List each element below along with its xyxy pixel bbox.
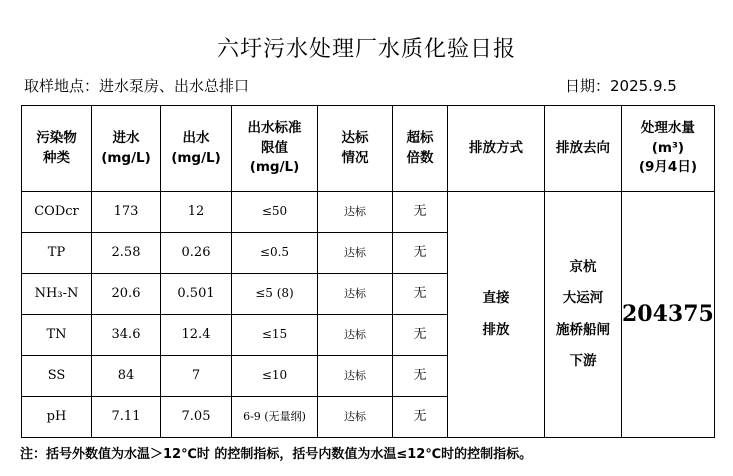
standard-limit: ≤50 xyxy=(232,192,318,233)
discharge-destination: 京杭 大运河 施桥船闸 下游 xyxy=(545,192,622,438)
header-standard: 出水标准 限值 (mg/L) xyxy=(232,106,318,192)
standard-limit: 6-9 (无量纲) xyxy=(232,397,318,438)
compliance-status: 达标 xyxy=(318,356,393,397)
inlet-value: 84 xyxy=(92,356,161,397)
table-row xyxy=(22,192,715,233)
inlet-value: 173 xyxy=(92,192,161,233)
pollutant-name: TN xyxy=(22,315,92,356)
report-title: 六圩污水处理厂水质化验日报 xyxy=(216,37,516,62)
standard-limit: ≤10 xyxy=(232,356,318,397)
pollutant-name: NH₃-N xyxy=(22,274,92,315)
header-compliance: 达标 情况 xyxy=(318,106,393,192)
compliance-status: 达标 xyxy=(318,233,393,274)
header-exceed: 超标 倍数 xyxy=(393,106,448,192)
compliance-status: 达标 xyxy=(318,397,393,438)
outlet-value: 12.4 xyxy=(161,315,232,356)
treated-flow: 204375 xyxy=(622,192,715,438)
header-outlet: 出水 (mg/L) xyxy=(161,106,232,192)
header-method: 排放方式 xyxy=(448,106,545,192)
footnote: 注：括号外数值为水温＞12℃时 的控制指标，括号内数值为水温≤12℃时的控制指标。 xyxy=(20,447,533,462)
outlet-value: 0.501 xyxy=(161,274,232,315)
standard-limit: ≤5 (8) xyxy=(232,274,318,315)
compliance-status: 达标 xyxy=(318,192,393,233)
standard-limit: ≤15 xyxy=(232,315,318,356)
pollutant-name: SS xyxy=(22,356,92,397)
pollutant-name: pH xyxy=(22,397,92,438)
header-row xyxy=(22,106,715,192)
exceed-multiple: 无 xyxy=(393,315,448,356)
header-pollutant: 污染物 种类 xyxy=(22,106,92,192)
discharge-method: 直接 排放 xyxy=(448,192,545,438)
header-flow: 处理水量 (m³) (9月4日) xyxy=(622,106,715,192)
inlet-value: 2.58 xyxy=(92,233,161,274)
pollutant-name: TP xyxy=(22,233,92,274)
header-destination: 排放去向 xyxy=(545,106,622,192)
outlet-value: 7.05 xyxy=(161,397,232,438)
outlet-value: 12 xyxy=(161,192,232,233)
exceed-multiple: 无 xyxy=(393,397,448,438)
report-date: 日期：2025.9.5 xyxy=(565,77,677,95)
exceed-multiple: 无 xyxy=(393,274,448,315)
compliance-status: 达标 xyxy=(318,274,393,315)
inlet-value: 34.6 xyxy=(92,315,161,356)
inlet-value: 7.11 xyxy=(92,397,161,438)
exceed-multiple: 无 xyxy=(393,233,448,274)
sampling-location: 取样地点：进水泵房、出水总排口 xyxy=(24,77,250,95)
pollutant-name: CODcr xyxy=(22,192,92,233)
exceed-multiple: 无 xyxy=(393,192,448,233)
header-inlet: 进水 (mg/L) xyxy=(92,106,161,192)
outlet-value: 7 xyxy=(161,356,232,397)
outlet-value: 0.26 xyxy=(161,233,232,274)
compliance-status: 达标 xyxy=(318,315,393,356)
standard-limit: ≤0.5 xyxy=(232,233,318,274)
inlet-value: 20.6 xyxy=(92,274,161,315)
water-quality-table xyxy=(21,105,715,438)
exceed-multiple: 无 xyxy=(393,356,448,397)
